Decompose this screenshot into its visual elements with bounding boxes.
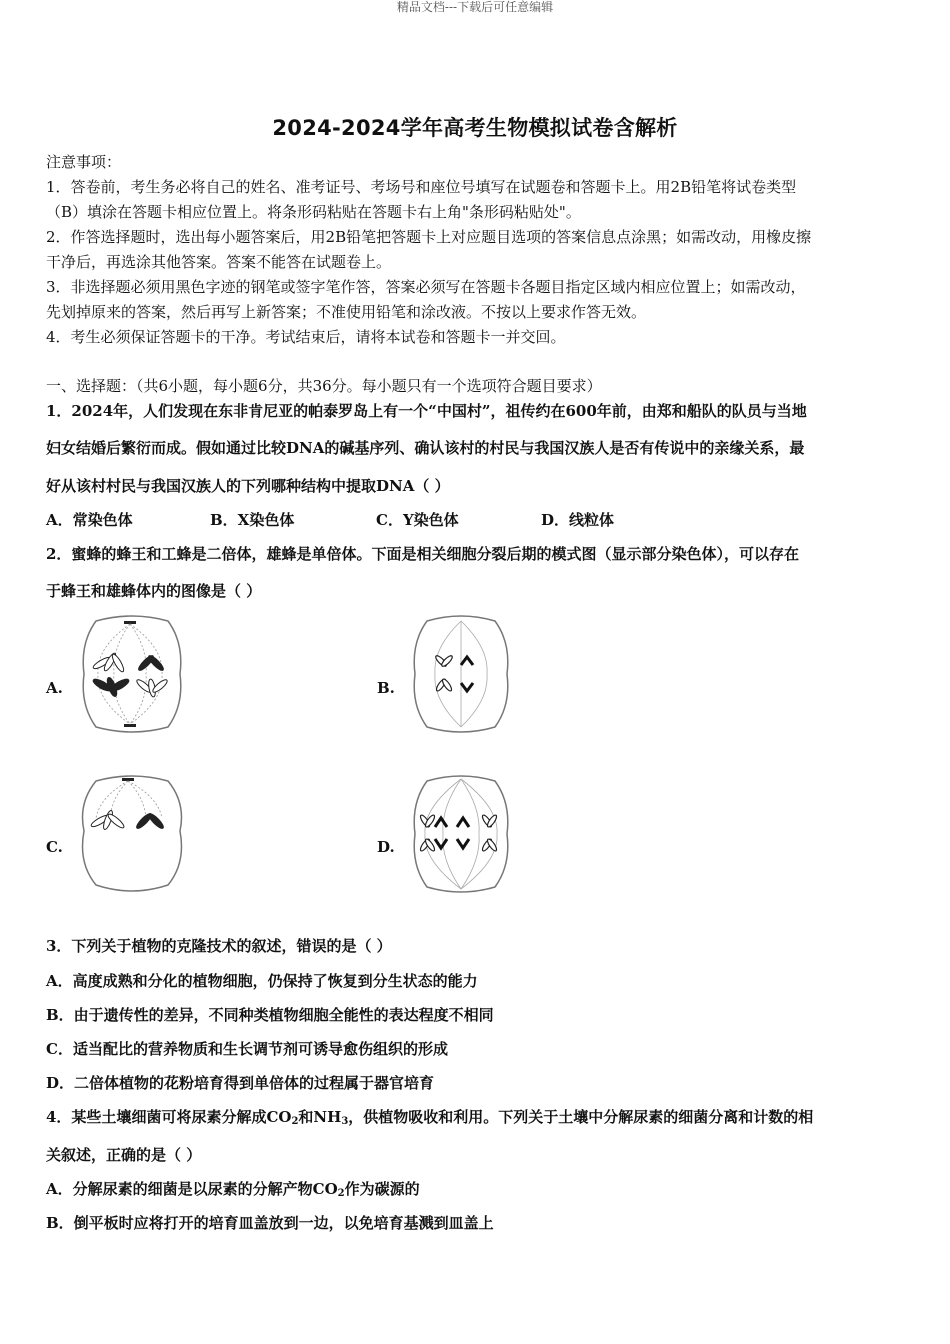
q4-stem-line [46, 1107, 906, 1132]
q1-stem-line: 好从该村村民与我国汉族人的下列哪种结构中提取DNA（ ） [46, 477, 450, 495]
notes-line: 4．考生必须保证答题卡的干净。考试结束后，请将本试卷和答题卡一并交回。 [46, 328, 566, 346]
cell-diagram-d [405, 773, 517, 895]
q4-subscript: 2 [291, 1116, 299, 1127]
q4-text: ，供植物吸收和利用。下列关于土壤中分解尿素的细菌分离和计数的相 [348, 1108, 814, 1126]
q3-option-b: B．由于遗传性的差异，不同种类植物细胞全能性的表达程度不相同 [46, 1006, 494, 1024]
q4-text: 4．某些土壤细菌可将尿素分解成CO [46, 1108, 292, 1126]
q4-subscript: 3 [341, 1116, 349, 1127]
q2-label-c: C. [46, 838, 63, 856]
cell-diagram-b [405, 613, 517, 735]
q1-option-d: D．线粒体 [541, 511, 615, 529]
q3-option-d: D．二倍体植物的花粉培育得到单倍体的过程属于器官培育 [46, 1074, 435, 1092]
notes-line: （B）填涂在答题卡相应位置上。将条形码粘贴在答题卡右上角"条形码粘贴处"。 [46, 203, 581, 221]
q1-option-a: A．常染色体 [46, 511, 133, 529]
q3-option-a: A．高度成熟和分化的植物细胞，仍保持了恢复到分生状态的能力 [46, 972, 478, 990]
notes-line: 1．答卷前，考生务必将自己的姓名、准考证号、考场号和座位号填写在试题卷和答题卡上。用2B铅笔将试卷类型 [46, 178, 797, 196]
q4-text: 和NH [298, 1108, 342, 1126]
cell-diagram-c [76, 773, 188, 895]
notes-line: 2．作答选择题时，选出每小题答案后，用2B铅笔把答题卡上对应题目选项的答案信息点涂黑；如需改动，用橡皮擦 [46, 228, 812, 246]
notes-line: 干净后，再选涂其他答案。答案不能答在试题卷上。 [46, 253, 392, 271]
q4-stem-line: 关叙述，正确的是（ ） [46, 1146, 202, 1164]
q2-stem-line: 于蜂王和雄蜂体内的图像是（ ） [46, 582, 262, 600]
q2-label-a: A. [46, 679, 63, 697]
notes-heading: 注意事项： [46, 153, 122, 171]
q4-subscript: 2 [337, 1188, 345, 1199]
q3-option-c: C．适当配比的营养物质和生长调节剂可诱导愈伤组织的形成 [46, 1040, 448, 1058]
page-header: 精品文档---下载后可任意编辑 [396, 0, 554, 14]
q4-option-a-text: A．分解尿素的细菌是以尿素的分解产物CO [46, 1180, 338, 1198]
cell-diagram-a [76, 613, 188, 735]
q1-stem-line: 1．2024年，人们发现在东非肯尼亚的帕泰罗岛上有一个“中国村”，祖传约在600年前，由郑和船队的队员与当地 [46, 402, 807, 420]
notes-line: 3．非选择题必须用黑色字迹的钢笔或签字笔作答，答案必须写在答题卡各题目指定区域内相应位置上；如需改动， [46, 278, 806, 296]
q2-stem-line: 2．蜜蜂的蜂王和工蜂是二倍体，雄蜂是单倍体。下面是相关细胞分裂后期的模式图（显示部分染色体），可以存在 [46, 545, 799, 563]
q1-option-b: B．X染色体 [210, 511, 295, 529]
section-heading: 一、选择题：（共6小题，每小题6分，共36分。每小题只有一个选项符合题目要求） [46, 377, 602, 395]
q1-stem-line: 妇女结婚后繁衍而成。假如通过比较DNA的碱基序列、确认该村的村民与我国汉族人是否有传说中的亲缘关系，最 [46, 439, 805, 457]
q1-option-c: C．Y染色体 [376, 511, 459, 529]
q4-option-a-text: 作为碳源的 [344, 1180, 420, 1198]
page-title: 2024-2024学年高考生物模拟试卷含解析 [272, 116, 678, 140]
q2-label-d: D. [377, 838, 395, 856]
q4-option-a [46, 1179, 906, 1204]
q3-stem: 3．下列关于植物的克隆技术的叙述，错误的是（ ） [46, 937, 392, 955]
q4-option-b: B．倒平板时应将打开的培育皿盖放到一边，以免培育基溅到皿盖上 [46, 1214, 494, 1232]
q2-label-b: B. [377, 679, 395, 697]
notes-line: 先划掉原来的答案，然后再写上新答案；不准使用铅笔和涂改液。不按以上要求作答无效。 [46, 303, 647, 321]
